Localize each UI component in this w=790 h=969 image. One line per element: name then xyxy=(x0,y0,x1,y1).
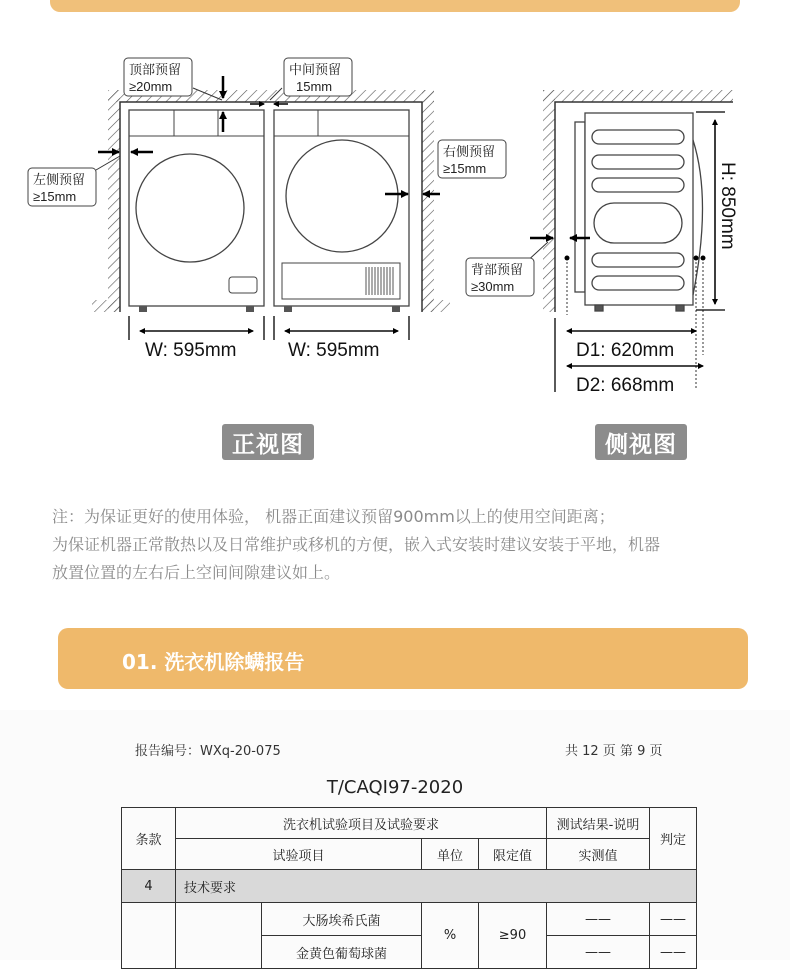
top-clearance-label: 顶部预留 xyxy=(129,62,182,77)
left-clearance-label: 左侧预留 xyxy=(33,172,86,187)
table-row-item: 大肠埃希氏菌 xyxy=(262,903,422,936)
left-clearance-value: ≥15mm xyxy=(33,189,77,204)
right-clearance-value: ≥15mm xyxy=(443,161,487,176)
table-row-measured: —— xyxy=(547,903,650,936)
washer-machine xyxy=(129,110,264,312)
installation-note xyxy=(52,503,752,587)
note-line-1: 注：为保证更好的使用体验， 机器正面建议预留900mm以上的使用空间距离； xyxy=(52,507,615,526)
table-row-measured: —— xyxy=(547,936,650,969)
width-right-label: W: 595mm xyxy=(288,340,380,361)
depth1-label: D1: 620mm xyxy=(576,340,675,361)
header-unit: 单位 xyxy=(422,839,479,870)
section-row-title: 技术要求 xyxy=(176,870,697,903)
note-line-3: 放置位置的左右后上空间间隙建议如上。 xyxy=(52,563,341,582)
width-left-label: W: 595mm xyxy=(145,340,237,361)
middle-clearance-value: 15mm xyxy=(296,79,333,94)
header-clause: 条款 xyxy=(122,808,176,870)
header-judgement: 判定 xyxy=(650,808,697,870)
front-view-caption: 正视图 xyxy=(222,424,314,460)
right-clearance-label: 右侧预留 xyxy=(443,144,496,159)
header-limit: 限定值 xyxy=(479,839,547,870)
table-row-item: 金黄色葡萄球菌 xyxy=(262,936,422,969)
limit-value: ≥90 xyxy=(479,903,547,969)
unit-value: % xyxy=(422,903,479,969)
depth2-label: D2: 668mm xyxy=(576,375,675,396)
header-items-requirements: 洗衣机试验项目及试验要求 xyxy=(176,808,547,839)
report-standard: T/CAQI97-2020 xyxy=(326,777,464,798)
report-number: 报告编号：WXq-20-075 xyxy=(135,744,281,759)
note-line-2: 为保证机器正常散热以及日常维护或移机的方便，嵌入式安装时建议安装于平地，机器 xyxy=(52,535,661,554)
side-machine xyxy=(575,113,703,311)
table-row-judgement: —— xyxy=(650,903,697,936)
top-clearance-value: ≥20mm xyxy=(129,79,173,94)
back-clearance-label: 背部预留 xyxy=(471,262,524,277)
report-pages: 共 12 页 第 9 页 xyxy=(565,744,663,759)
height-label: H: 850mm xyxy=(717,162,738,250)
header-measured: 实测值 xyxy=(547,839,650,870)
section-title: 01. 洗衣机除螨报告 xyxy=(122,650,305,674)
section-banner xyxy=(58,628,748,689)
middle-clearance-label: 中间预留 xyxy=(289,62,342,77)
width-dimension xyxy=(129,316,409,340)
installation-diagram xyxy=(0,0,790,420)
section-row-clause: 4 xyxy=(122,870,176,903)
header-test-item: 试验项目 xyxy=(176,839,422,870)
side-view-caption: 侧视图 xyxy=(595,424,687,460)
back-clearance-value: ≥30mm xyxy=(471,279,515,294)
dryer-machine xyxy=(274,110,409,312)
header-result: 测试结果-说明 xyxy=(547,808,650,839)
report-table xyxy=(121,807,697,969)
table-row-judgement: —— xyxy=(650,936,697,969)
